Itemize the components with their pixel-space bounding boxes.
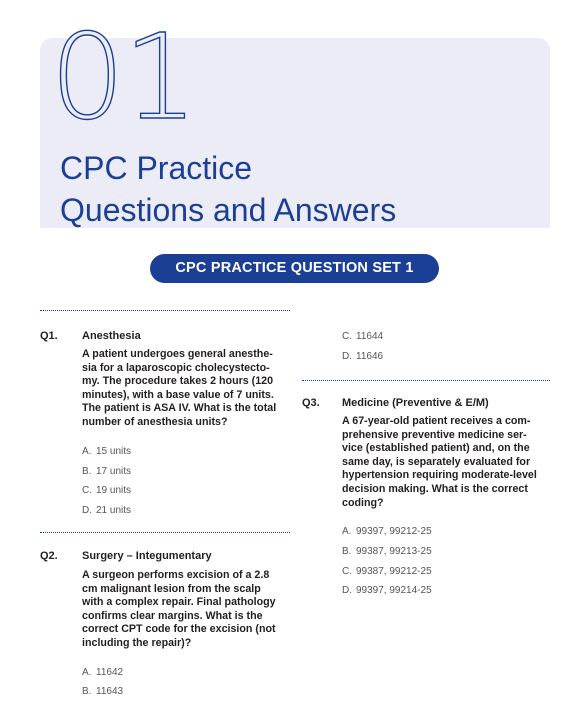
- option-letter: B.: [82, 466, 92, 477]
- answer-option[interactable]: [82, 466, 131, 477]
- option-letter: D.: [342, 585, 352, 596]
- answer-option[interactable]: [342, 351, 383, 362]
- question-text-line: cm malignant lesion from the scalp: [82, 582, 261, 595]
- option-text: 17 units: [96, 466, 132, 477]
- question-text-line: A surgeon performs excision of a 2.8: [82, 569, 270, 581]
- question-text-line: decision making. What is the correct: [342, 482, 528, 495]
- question-text-line: confirms clear margins. What is the: [82, 609, 263, 622]
- option-text: 11643: [96, 686, 124, 697]
- question-text-line: correct CPT code for the excision (not: [82, 623, 276, 636]
- question-number: Q2.: [40, 550, 58, 562]
- question-topic: Anesthesia: [82, 330, 141, 342]
- question-number: Q3.: [302, 397, 320, 409]
- question-text-line: including the repair)?: [82, 636, 192, 649]
- option-text: 99397, 99214-25: [356, 585, 432, 596]
- option-letter: A.: [82, 667, 92, 678]
- question-text-line: coding?: [342, 496, 384, 509]
- answer-option[interactable]: [342, 585, 432, 596]
- question-text-line: prehensive preventive medicine ser-: [342, 428, 527, 441]
- question-text-line: The patient is ASA IV. What is the total: [82, 402, 277, 415]
- option-text: 99387, 99213-25: [356, 546, 432, 557]
- option-text: 19 units: [96, 485, 132, 496]
- question-divider: [40, 310, 290, 311]
- answer-option[interactable]: [82, 686, 123, 697]
- question-divider: [40, 532, 290, 533]
- option-letter: A.: [82, 446, 92, 457]
- question-text: [82, 348, 276, 430]
- option-text: 15 units: [96, 446, 132, 457]
- question-topic: Surgery – Integumentary: [82, 550, 212, 562]
- question-set-title: CPC PRACTICE QUESTION SET 1: [150, 254, 439, 283]
- option-text: 99387, 99212-25: [356, 566, 432, 577]
- option-letter: D.: [342, 351, 352, 362]
- option-text: 11642: [96, 667, 124, 678]
- question-text-line: hypertension requiring moderate-level: [342, 469, 537, 482]
- question-text-line: A patient undergoes general anesthe-: [82, 348, 273, 360]
- answer-option[interactable]: [82, 667, 123, 678]
- option-text: 11646: [356, 351, 384, 362]
- question-text-line: with a complex repair. Final pathology: [82, 596, 276, 609]
- answer-option[interactable]: [342, 331, 383, 342]
- question-number: Q1.: [40, 330, 58, 342]
- option-text: 11644: [356, 331, 384, 342]
- option-letter: B.: [82, 686, 92, 697]
- option-letter: B.: [342, 546, 352, 557]
- answer-option[interactable]: [342, 526, 432, 537]
- question-divider: [302, 380, 550, 381]
- chapter-number: 01: [50, 8, 197, 146]
- question-text-line: minutes), with a base value of 7 units.: [82, 388, 274, 401]
- question-text: [342, 415, 537, 510]
- option-letter: C.: [82, 485, 92, 496]
- option-letter: A.: [342, 526, 352, 537]
- answer-option[interactable]: [82, 446, 131, 457]
- question-text-line: vice (established patient) and, on the: [342, 442, 530, 455]
- answer-option[interactable]: [342, 546, 432, 557]
- answer-option[interactable]: [342, 566, 432, 577]
- question-text-line: my. The procedure takes 2 hours (120: [82, 375, 274, 388]
- question-topic: Medicine (Preventive & E/M): [342, 397, 489, 409]
- option-letter: C.: [342, 331, 352, 342]
- option-letter: C.: [342, 566, 352, 577]
- answer-option[interactable]: [82, 485, 131, 496]
- question-text: [82, 569, 276, 651]
- question-text-line: A 67-year-old patient receives a com-: [342, 415, 531, 427]
- option-text: 99397, 99212-25: [356, 526, 432, 537]
- chapter-title-line: Questions and Answers: [60, 192, 397, 228]
- option-text: 21 units: [96, 505, 132, 516]
- chapter-title-line: CPC Practice: [60, 150, 253, 186]
- option-letter: D.: [82, 505, 92, 516]
- question-text-line: sia for a laparoscopic cholecystecto-: [82, 361, 270, 374]
- answer-option[interactable]: [82, 505, 131, 516]
- chapter-title: [60, 147, 396, 231]
- question-text-line: number of anesthesia units?: [82, 415, 228, 428]
- question-text-line: same day, is separately evaluated for: [342, 455, 531, 468]
